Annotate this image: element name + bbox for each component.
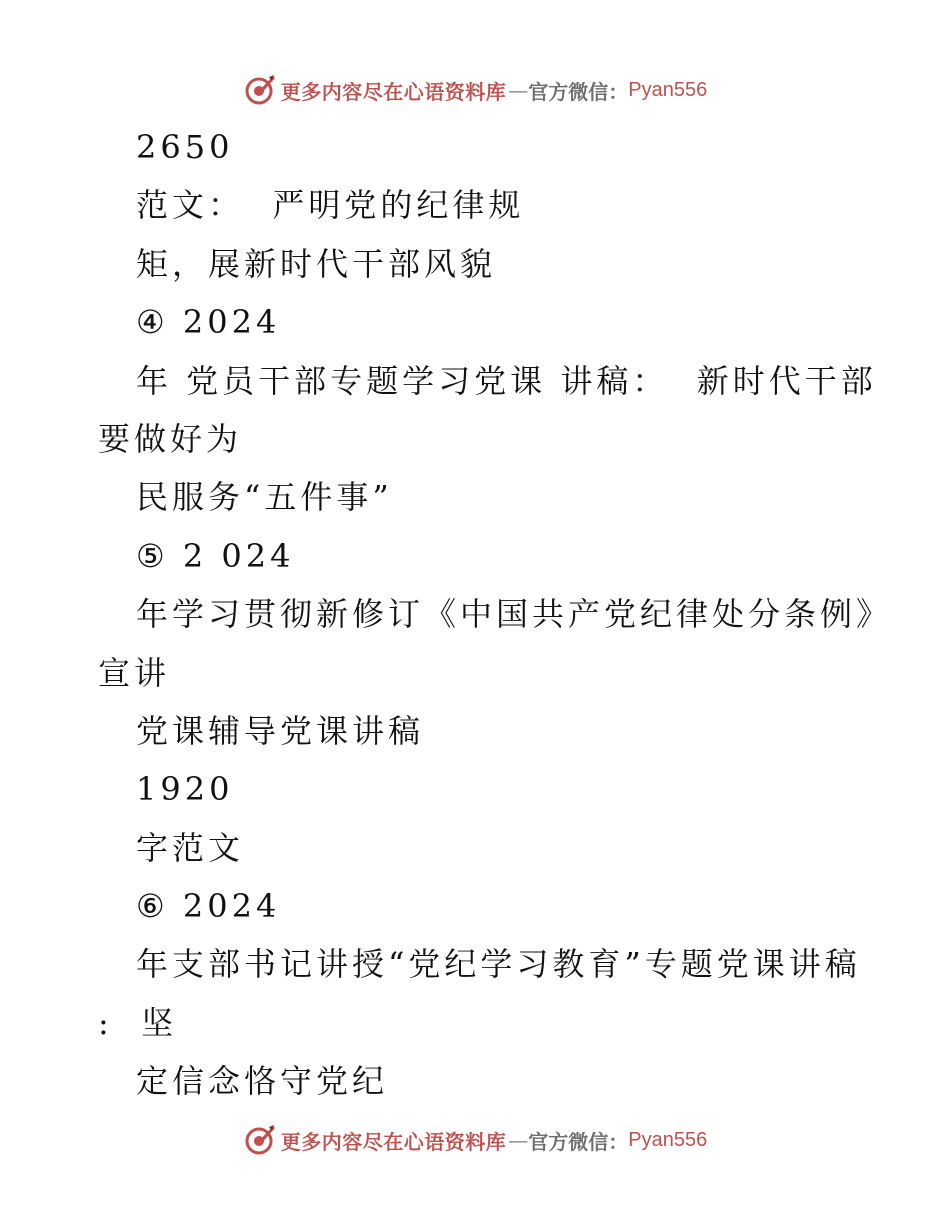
text-line: 矩，展新时代干部风貌 [136,244,497,283]
watermark-id: Pyan556 [628,78,708,101]
text-line: 年支部书记讲授“党纪学习教育”专题党课讲稿 [136,945,861,984]
text-line: 定信念恪守党纪 [136,1062,389,1101]
text-line: 范文： 严明党的纪律规 [136,186,525,225]
text-line: 民服务“五件事” [136,478,393,517]
quill-logo-icon [243,1123,277,1157]
text-line: : 坚 [98,1003,178,1042]
quill-logo-icon [243,73,277,107]
text-line: ⑥ 2024 [136,887,281,926]
text-line: 字范文 [136,828,245,867]
watermark-main-text: 更多内容尽在心语资料库 [280,1129,507,1154]
text-line: 1920 [136,770,234,809]
text-line: ⑤ 2 024 [136,536,295,575]
watermark-separator: — [508,78,529,102]
watermark-id: Pyan556 [628,1128,708,1151]
watermark-separator: — [508,1128,529,1152]
text-line: 2650 [136,128,234,166]
watermark-label: 官方微信： [528,1129,629,1154]
document-body [98,118,893,1111]
text-line: 年学习贯彻新修订《中国共产党纪律处分条例》 [136,595,893,634]
watermark-header [0,70,950,110]
watermark-footer [0,1120,950,1160]
watermark-label: 官方微信： [528,79,629,104]
text-line: 党课辅导党课讲稿 [136,711,425,750]
text-line: ④ 2024 [136,303,281,342]
text-line: 宣讲 [98,653,171,692]
text-line: 年 党员干部专题学习党课 讲稿： 新时代干部 [136,361,877,400]
watermark-main-text: 更多内容尽在心语资料库 [280,79,507,104]
text-line: 要做好为 [98,419,243,458]
